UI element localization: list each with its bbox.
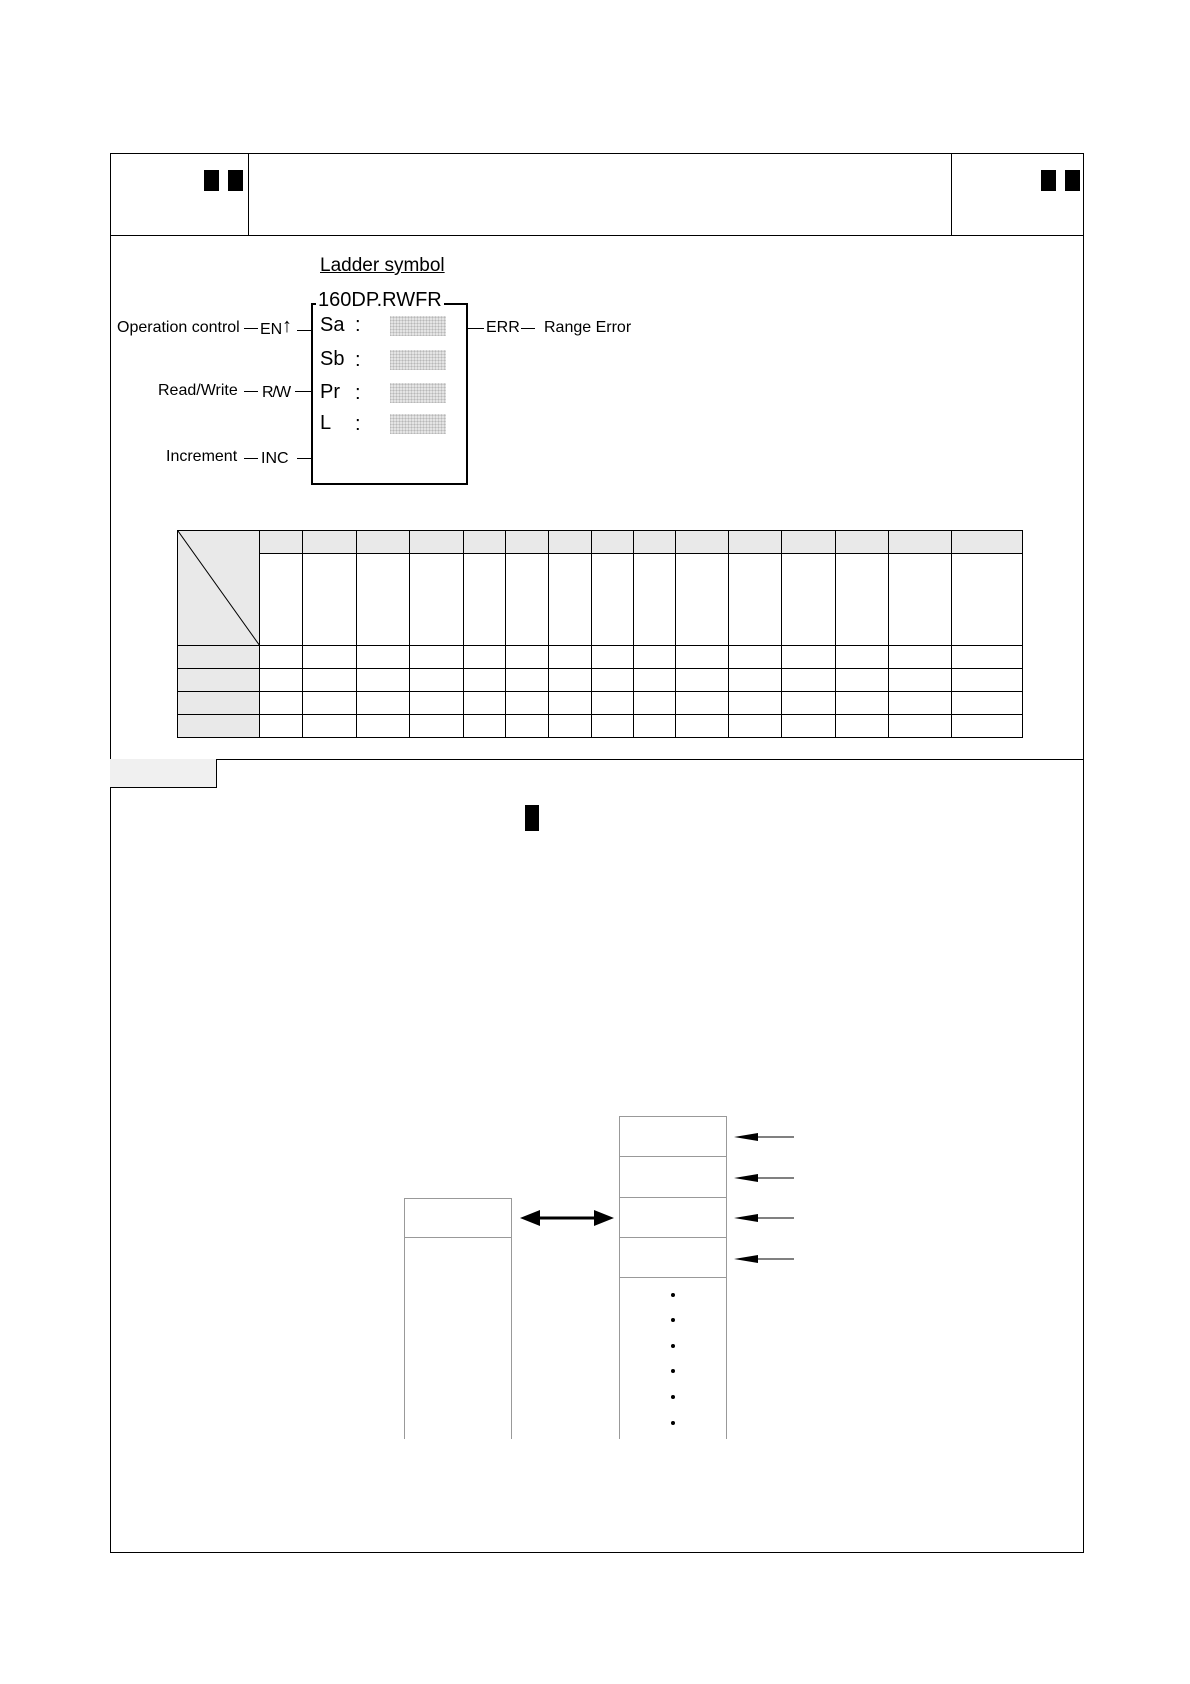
operand-sb-value-field[interactable] xyxy=(390,350,446,370)
input-en-lead xyxy=(244,328,258,329)
description-marker xyxy=(525,805,539,831)
diagram-right-column-left-edge xyxy=(619,1277,620,1439)
continuation-dot xyxy=(671,1369,675,1373)
operand-sb-label: Sb xyxy=(320,348,345,370)
description-section-tab xyxy=(110,759,217,788)
diagram-left-top-cell xyxy=(404,1198,512,1238)
input-en-wire xyxy=(297,330,311,331)
table-row xyxy=(178,692,1023,715)
function-block-name: 160DP.RWFR xyxy=(318,289,442,311)
header-divider-right xyxy=(951,153,952,235)
table-row xyxy=(178,646,1023,669)
output-err-pin: ERR xyxy=(486,319,520,336)
ladder-symbol-title: Ladder symbol xyxy=(320,255,445,276)
pointer-arrow-icon-4 xyxy=(734,1252,794,1266)
operand-sa-label: Sa xyxy=(320,314,345,336)
diagram-right-cell-2 xyxy=(619,1156,727,1198)
continuation-dot xyxy=(671,1421,675,1425)
header-bottom-rule xyxy=(110,235,1084,236)
continuation-dot xyxy=(671,1344,675,1348)
table-corner-cell xyxy=(178,531,260,646)
output-err-wire xyxy=(468,328,484,329)
header-mark-right-2 xyxy=(1065,170,1080,191)
continuation-dot xyxy=(671,1293,675,1297)
diagram-right-cell-1 xyxy=(619,1116,727,1157)
operand-pr-label: Pr xyxy=(320,381,340,403)
input-rw-wire xyxy=(295,391,311,392)
input-rw-pin: R/W xyxy=(262,384,291,401)
pointer-arrow-icon-3 xyxy=(734,1211,794,1225)
input-en-pin: EN xyxy=(260,321,283,338)
input-inc-wire xyxy=(297,458,311,459)
operand-sa-value-field[interactable] xyxy=(390,316,446,336)
rising-edge-arrow-icon: ↑ xyxy=(282,315,292,337)
continuation-dot xyxy=(671,1318,675,1322)
page-frame xyxy=(110,153,1084,1553)
pointer-arrow-icon-1 xyxy=(734,1130,794,1144)
operand-pr-value-field[interactable] xyxy=(390,383,446,403)
operand-sa-sep: : xyxy=(355,314,361,336)
operand-spec-table xyxy=(177,530,1023,738)
input-inc-pin: INC xyxy=(261,450,289,467)
operand-sb-sep: : xyxy=(355,349,361,371)
diagram-left-column-right-edge xyxy=(511,1237,512,1439)
output-err-lead xyxy=(521,328,535,329)
continuation-dot xyxy=(671,1395,675,1399)
output-err-description: Range Error xyxy=(544,319,632,336)
table-row xyxy=(178,669,1023,692)
operand-l-label: L xyxy=(320,412,332,434)
input-rw-description: Read/Write xyxy=(158,382,238,399)
header-divider-left xyxy=(248,153,249,235)
input-inc-description: Increment xyxy=(166,448,238,465)
bidirectional-arrow-icon xyxy=(520,1208,614,1228)
input-en-description: Operation control xyxy=(117,319,240,336)
operand-pr-sep: : xyxy=(355,382,361,404)
diagram-right-cell-3 xyxy=(619,1197,727,1238)
operand-l-value-field[interactable] xyxy=(390,414,446,434)
header-mark-left-1 xyxy=(204,170,219,191)
pointer-arrow-icon-2 xyxy=(734,1171,794,1185)
diagram-right-cell-4 xyxy=(619,1237,727,1278)
input-inc-lead xyxy=(244,458,258,459)
input-rw-lead xyxy=(244,391,258,392)
header-mark-left-2 xyxy=(228,170,243,191)
table-corner-diagonal xyxy=(178,531,260,646)
header-mark-right-1 xyxy=(1041,170,1056,191)
diagram-left-column-left-edge xyxy=(404,1237,405,1439)
section-divider xyxy=(110,759,1084,760)
diagram-right-column-right-edge xyxy=(726,1277,727,1439)
table-row xyxy=(178,715,1023,738)
operand-l-sep: : xyxy=(355,413,361,435)
